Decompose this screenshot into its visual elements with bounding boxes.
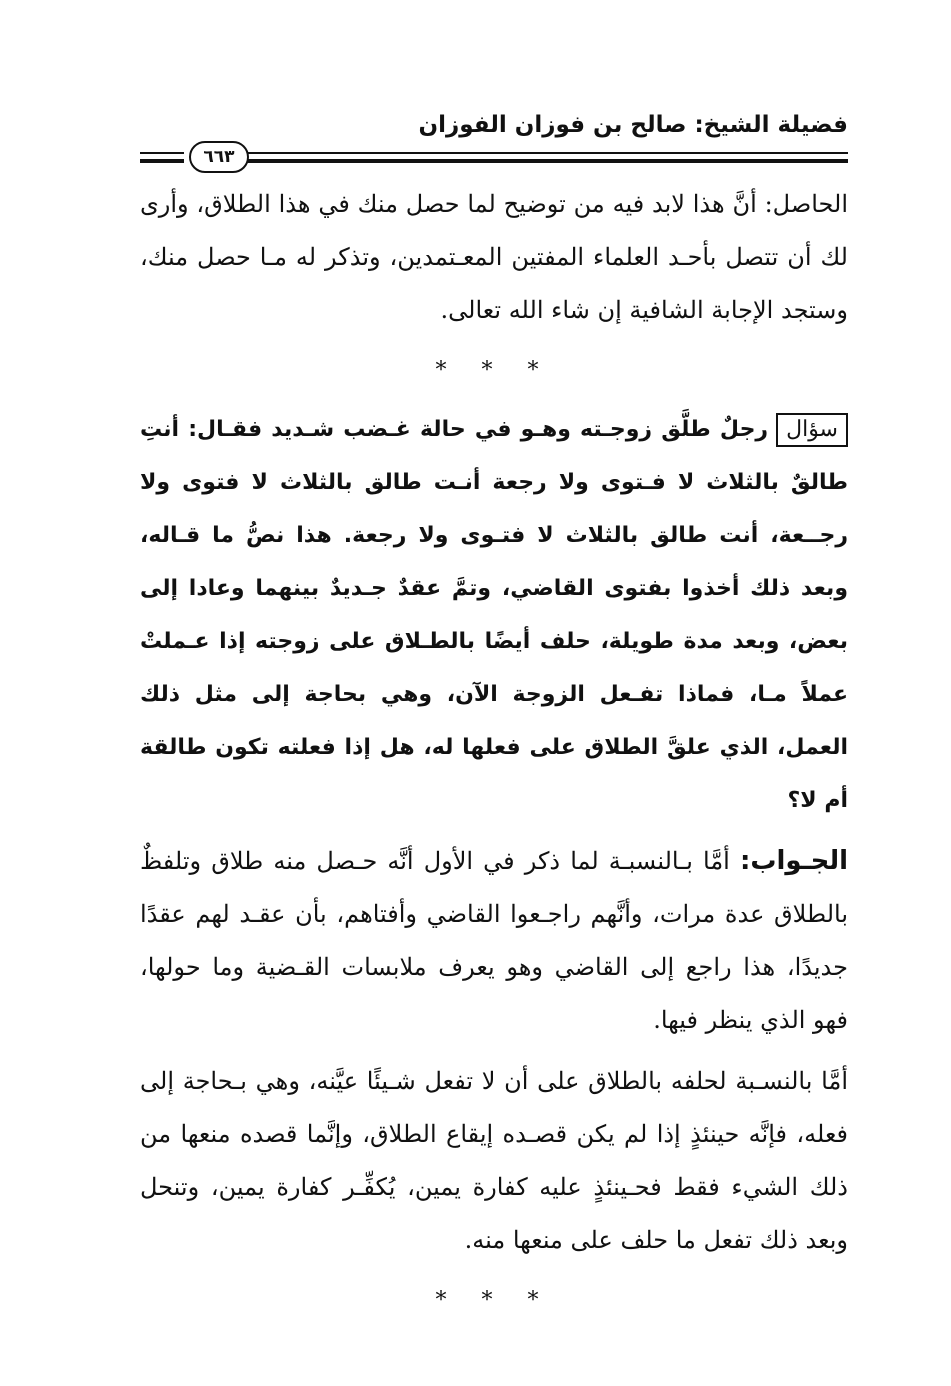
answer-label: الجـواب:: [739, 846, 848, 876]
page-number: ٦٦٣: [189, 141, 249, 173]
answer-paragraph: [140, 835, 848, 1047]
header-rule-thin: [247, 152, 848, 154]
header-rule-thick: [247, 159, 848, 163]
question-paragraph: [140, 403, 848, 827]
header-title: فضيلة الشيخ: صالح بن فوزان الفوزان: [418, 112, 848, 138]
answer-text: أمَّا بـالنسبـة لما ذكر في الأول أنَّه حـصل منه طلاق وتلفظٌ بالطلاق عدة مرات، وأنَّهم راجـعوا القاضي وأفتاهم، بأن عقـد لهم عقدًا جديدًا، هذا راجع إلى القاضي وهو يعرف ملابسات القـضية وما حولها، فهو الذي ينظر فيها.: [140, 847, 848, 1034]
page-content: [140, 178, 848, 1333]
question-label: سؤال: [776, 413, 848, 447]
paragraph-oath: أمَّا بالنسـبة لحلفه بالطلاق على أن لا تفعل شـيئًا عيَّنه، وهي بـحاجة إلى فعله، فإنَّه حينئذٍ إذا لم يكن قصـده إيقاع الطلاق، وإنَّما قصده منعها من ذلك الشيء فقط فحـينئذٍ عليه كفارة يمين، يُكفِّـر كفارة يمين، وتنحل وبعد ذلك تفعل ما حلف على منعها منه.: [140, 1067, 848, 1254]
paragraph-conclusion: الحاصل: أنَّ هذا لابد فيه من توضيح لما حصل منك في هذا الطلاق، وأرى لك أن تتصل بأحـد العلماء المفتين المعـتمدين، وتذكر له مـا حصل منك، وستجد الإجابة الشافية إن شاء الله تعالى.: [140, 190, 848, 324]
header-rule-left-thin: [140, 152, 184, 154]
page-header: [140, 108, 848, 168]
section-separator-end: * * *: [435, 1288, 553, 1313]
section-separator: * * *: [435, 358, 553, 383]
header-rule-left-thick: [140, 159, 184, 163]
question-text: رجلٌ طلَّق زوجـته وهـو في حالة غـضب شـديد فقـال: أنتِ طالقٌ بالثلاث لا فـتوى ولا رجعة أنـت طالق بالثلاث لا فتوى ولا رجــعة، أنت طالق بالثلاث لا فتـوى ولا رجعة. هذا نصُّ ما قـاله، وبعد ذلك أخذوا بفتوى القاضي، وتمَّ عقدٌ جـديدٌ بينهما وعادا إلى بعض، وبعد مدة طويلة، حلف أيضًا بالطـلاق على زوجته إذا عـملتْ عملاً مـا، فماذا تفـعل الزوجة الآن، وهي بحاجة إلى مثل ذلك العمل، الذي علقَّ الطلاق على فعلها له، هل إذا فعلته تكون طالقة أم لا؟: [140, 417, 848, 813]
